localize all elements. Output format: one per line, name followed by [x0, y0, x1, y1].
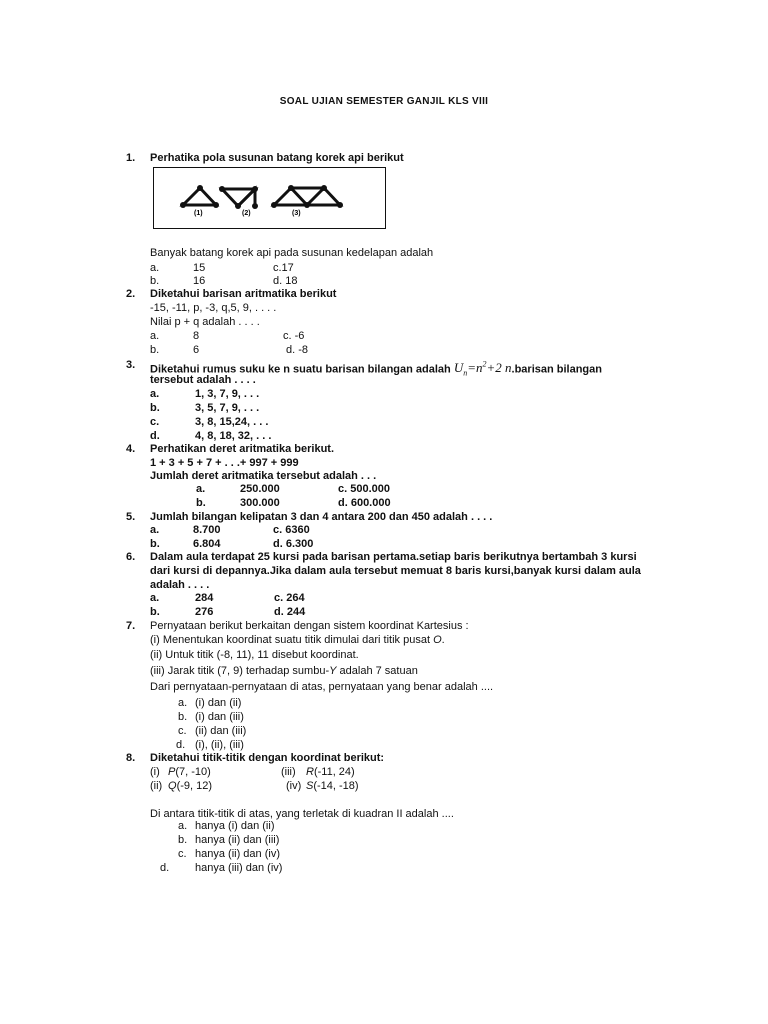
- q8-option-a-label: a.: [178, 820, 188, 832]
- q1-option-b-value: 16: [193, 275, 206, 287]
- q5-text: Jumlah bilangan kelipatan 3 dan 4 antara 200 dan 450 adalah . . . .: [150, 511, 493, 523]
- q2-number: 2.: [126, 288, 136, 300]
- q8-point-4-name: S: [306, 780, 314, 792]
- q7-option-b-value: (i) dan (iii): [195, 711, 244, 723]
- q2-question: Nilai p + q adalah . . . .: [150, 316, 260, 328]
- q7-statement-1-text: (i) Menentukan koordinat suatu titik dimulai dari titik pusat: [150, 634, 434, 646]
- q8-point-4-value: (-14, -18): [313, 780, 359, 792]
- q7-statement-1-end: .: [441, 634, 445, 646]
- matchstick-figure: [153, 167, 386, 229]
- q6-option-b-value: 276: [195, 606, 214, 618]
- q4-text: Perhatikan deret aritmatika berikut.: [150, 443, 335, 455]
- q2-option-d: d. -8: [286, 344, 309, 356]
- q5-option-d: d. 6.300: [273, 538, 314, 550]
- q2-text: Diketahui barisan aritmatika berikut: [150, 288, 337, 300]
- q4-series: 1 + 3 + 5 + 7 + . . .+ 997 + 999: [150, 457, 299, 469]
- q8-point-2-label: (ii): [150, 780, 163, 792]
- q8-option-c-label: c.: [178, 848, 187, 860]
- q5-option-a-value: 8.700: [193, 524, 221, 536]
- q8-point-4: [306, 779, 359, 793]
- q7-option-a-value: (i) dan (ii): [195, 697, 242, 709]
- matchstick-triangles-graphic: [154, 168, 384, 227]
- q2-option-c: c. -6: [283, 330, 305, 342]
- q4-option-b-value: 300.000: [240, 497, 280, 509]
- q2-option-a-label: a.: [150, 330, 160, 342]
- q6-text-line2: dari kursi di depannya.Jika dalam aula tersebut memuat 8 baris kursi,banyak kursi dalam aula: [150, 565, 641, 577]
- q5-option-a-label: a.: [150, 524, 160, 536]
- q3-text3: tersebut adalah . . . .: [150, 374, 256, 386]
- q7-text: Pernyataan berikut berkaitan dengan sistem koordinat Kartesius :: [150, 620, 469, 632]
- q8-point-1-name: P: [168, 766, 176, 778]
- q3-number: 3.: [126, 359, 136, 371]
- q4-option-b-label: b.: [196, 497, 206, 509]
- q3-option-a-value: 1, 3, 7, 9, . . .: [195, 388, 260, 400]
- q3-formula-u: U: [453, 360, 464, 376]
- figure-label-3: (3): [292, 210, 301, 217]
- q8-question: Di antara titik-titik di atas, yang terletak di kuadran II adalah ....: [150, 808, 454, 820]
- q1-option-a-label: a.: [150, 262, 160, 274]
- q3-option-b-label: b.: [150, 402, 160, 414]
- q3-text2: .barisan bilangan: [511, 363, 602, 376]
- q3-option-d-value: 4, 8, 18, 32, . . .: [195, 430, 272, 442]
- q4-question: Jumlah deret aritmatika tersebut adalah . . .: [150, 470, 377, 482]
- q8-point-3-name: R: [306, 766, 314, 778]
- q1-option-d: d. 18: [273, 275, 298, 287]
- q7-option-b-label: b.: [178, 711, 188, 723]
- q4-option-a-value: 250.000: [240, 483, 280, 495]
- q3-formula: [453, 360, 512, 378]
- q3-option-a-label: a.: [150, 388, 160, 400]
- figure-label-1: (1): [194, 210, 203, 217]
- q7-statement-3-end: adalah 7 satuan: [336, 665, 418, 677]
- q6-text-line1: Dalam aula terdapat 25 kursi pada barisan pertama.setiap baris berikutnya bertambah 3 kursi: [150, 551, 637, 563]
- q2-option-b-value: 6: [193, 344, 200, 356]
- q8-number: 8.: [126, 752, 136, 764]
- q8-point-3-label: (iii): [281, 766, 296, 778]
- q8-option-d-label: d.: [160, 862, 170, 874]
- q8-option-a-value: hanya (i) dan (ii): [195, 820, 275, 832]
- q8-point-3: [306, 765, 355, 779]
- q5-option-c: c. 6360: [273, 524, 310, 536]
- q5-number: 5.: [126, 511, 136, 523]
- q5-option-b-value: 6.804: [193, 538, 221, 550]
- q3-formula-rest: +2 n: [486, 360, 512, 376]
- q7-statement-2: (ii) Untuk titik (-8, 11), 11 disebut koordinat.: [150, 649, 359, 661]
- q7-option-a-label: a.: [178, 697, 188, 709]
- q6-text-line3: adalah . . . .: [150, 579, 210, 591]
- q6-option-a-value: 284: [195, 592, 214, 604]
- q6-option-a-label: a.: [150, 592, 160, 604]
- q8-point-1-value: (7, -10): [175, 766, 211, 778]
- q8-point-1: [168, 765, 211, 779]
- q2-option-b-label: b.: [150, 344, 160, 356]
- q2-sequence: -15, -11, p, -3, q,5, 9, . . . .: [150, 302, 277, 314]
- q3-formula-sub: n: [463, 368, 468, 378]
- q7-option-d-value: (i), (ii), (iii): [195, 739, 244, 751]
- q5-option-b-label: b.: [150, 538, 160, 550]
- q6-option-c: c. 264: [274, 592, 305, 604]
- q7-option-d-label: d.: [176, 739, 186, 751]
- q2-option-a-value: 8: [193, 330, 200, 342]
- q3-option-d-label: d.: [150, 430, 160, 442]
- q4-option-d: d. 600.000: [338, 497, 391, 509]
- q8-point-1-label: (i): [150, 766, 160, 778]
- q3-option-b-value: 3, 5, 7, 9, . . .: [195, 402, 260, 414]
- q7-question: Dari pernyataan-pernyataan di atas, pernyataan yang benar adalah ....: [150, 681, 494, 693]
- q6-option-d: d. 244: [274, 606, 306, 618]
- q7-number: 7.: [126, 620, 136, 632]
- q4-option-c: c. 500.000: [338, 483, 390, 495]
- q8-point-2-value: (-9, 12): [176, 780, 213, 792]
- q7-statement-3-text: (iii) Jarak titik (7, 9) terhadap sumbu-: [150, 665, 330, 677]
- q3-option-c-label: c.: [150, 416, 160, 428]
- page-title: SOAL UJIAN SEMESTER GANJIL KLS VIII: [279, 96, 489, 107]
- q8-option-c-value: hanya (ii) dan (iv): [195, 848, 280, 860]
- q3-formula-eq: =n: [467, 360, 483, 376]
- q1-option-a-value: 15: [193, 262, 206, 274]
- q8-point-4-label: (iv): [286, 780, 302, 792]
- q4-number: 4.: [126, 443, 136, 455]
- q7-option-c-value: (ii) dan (iii): [195, 725, 247, 737]
- q7-statement-3: [150, 664, 418, 678]
- q7-option-c-label: c.: [178, 725, 187, 737]
- q1-option-c: c.17: [273, 262, 294, 274]
- q1-text: Perhatika pola susunan batang korek api berikut: [150, 152, 404, 164]
- q7-statement-3-axis: Y: [329, 665, 337, 677]
- q6-number: 6.: [126, 551, 136, 563]
- figure-label-2: (2): [242, 210, 251, 217]
- q6-option-b-label: b.: [150, 606, 160, 618]
- q8-option-b-value: hanya (ii) dan (iii): [195, 834, 280, 846]
- q1-option-b-label: b.: [150, 275, 160, 287]
- q3-text1: Diketahui rumus suku ke n suatu barisan bilangan adalah: [150, 363, 451, 376]
- q8-point-2: [168, 779, 212, 793]
- q3-option-c-value: 3, 8, 15,24, . . .: [195, 416, 269, 428]
- q8-point-2-name: Q: [168, 780, 177, 792]
- q8-text: Diketahui titik-titik dengan koordinat berikut:: [150, 752, 385, 764]
- q8-option-b-label: b.: [178, 834, 188, 846]
- q1-number: 1.: [126, 152, 136, 164]
- q1-question: Banyak batang korek api pada susunan kedelapan adalah: [150, 247, 434, 259]
- q7-statement-1-point: O: [433, 634, 442, 646]
- q8-point-3-value: (-11, 24): [313, 766, 355, 778]
- q8-option-d-value: hanya (iii) dan (iv): [195, 862, 283, 874]
- q4-option-a-label: a.: [196, 483, 206, 495]
- q7-statement-1: [150, 633, 445, 647]
- q3-formula-sup: 2: [482, 360, 487, 369]
